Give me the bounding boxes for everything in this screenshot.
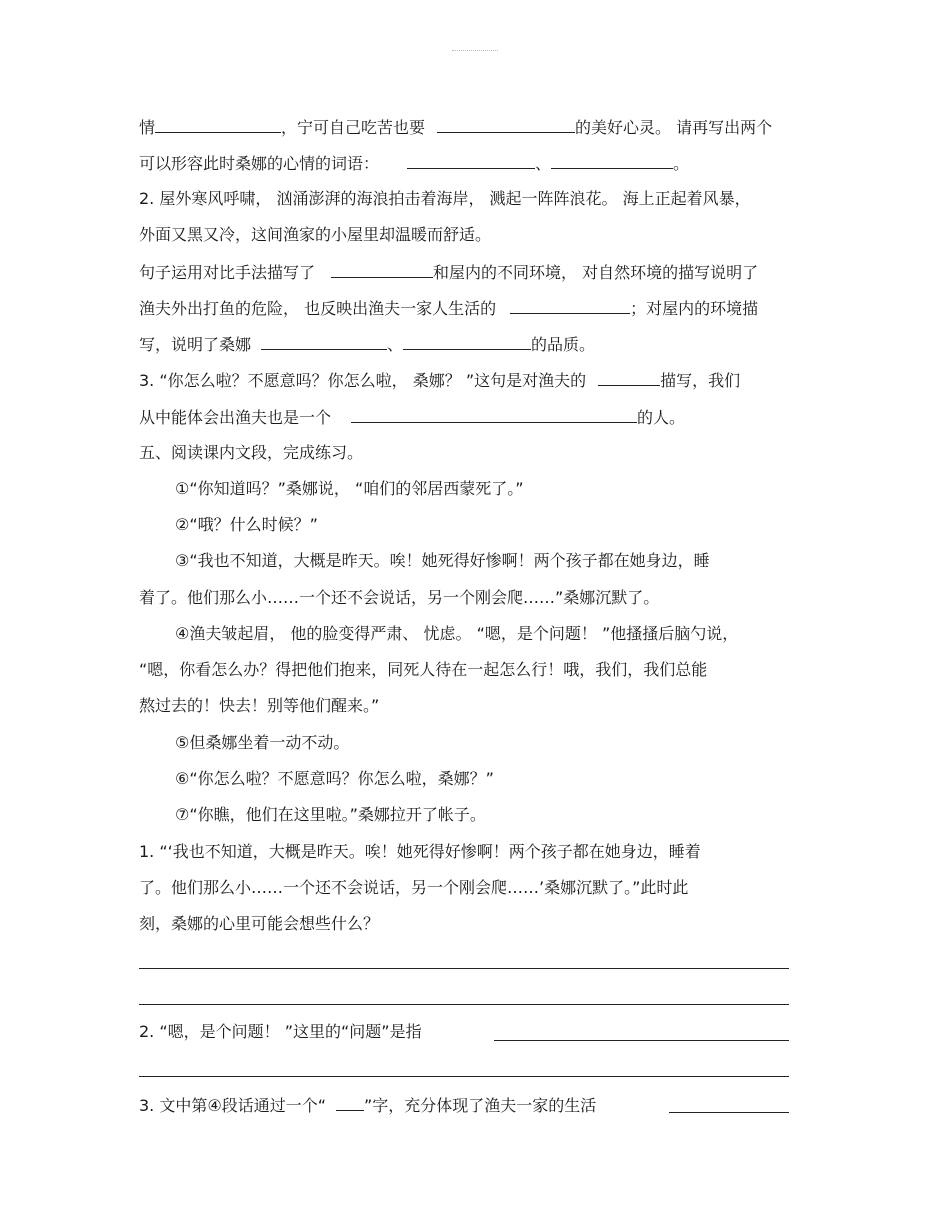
- header-mark: [452, 50, 498, 51]
- text: 从中能体会出渔夫也是一个: [139, 408, 332, 427]
- question-3: [139, 1094, 596, 1117]
- text: 、: [535, 154, 552, 173]
- answer-blank[interactable]: [261, 333, 387, 350]
- line-4: 外面又黑又冷，这间渔家的小屋里却温暖而舒适。: [139, 225, 492, 244]
- line-8: [139, 369, 740, 392]
- section-5-title: 五、阅读课内文段，完成练习。: [139, 443, 364, 462]
- text: 描写，我们: [660, 371, 741, 390]
- answer-line[interactable]: [494, 1040, 789, 1041]
- answer-blank[interactable]: [407, 152, 535, 169]
- text: 的人。: [637, 408, 686, 427]
- answer-line[interactable]: [139, 968, 789, 969]
- paragraph-1: ①“你知道吗？”桑娜说， “咱们的邻居西蒙死了。”: [175, 479, 524, 498]
- answer-blank[interactable]: [336, 1094, 364, 1111]
- text: 的品质。: [531, 335, 596, 354]
- paragraph-3: ③“我也不知道，大概是昨天。唉！她死得好惨啊！两个孩子都在她身边，睡: [175, 551, 710, 570]
- paragraph-4-cont: 熬过去的！快去！别等他们醒来。”: [139, 696, 380, 715]
- text: 和屋内的不同环境， 对自然环境的描写说明了: [433, 263, 759, 282]
- paragraph-3-cont: 着了。他们那么小……一个还不会说话，另一个刚会爬……”桑娜沉默了。: [139, 588, 660, 607]
- answer-line[interactable]: [669, 1112, 789, 1113]
- question-1-cont: 了。他们那么小……一个还不会说话，另一个刚会爬……’桑娜沉默了。”此时此: [139, 878, 689, 897]
- answer-line[interactable]: [139, 1004, 789, 1005]
- text: 的美好心灵。 请再写出两个: [575, 118, 773, 137]
- answer-blank[interactable]: [403, 333, 531, 350]
- paragraph-4: ④渔夫皱起眉， 他的脸变得严肃、 忧虑。 “嗯，是个问题！ ”他搔搔后脑勺说，: [175, 624, 739, 643]
- paragraph-7: ⑦“你瞧，他们在这里啦。”桑娜拉开了帐子。: [175, 805, 486, 824]
- question-1: 1. “‘我也不知道，大概是昨天。唉！她死得好惨啊！两个孩子都在她身边，睡着: [139, 842, 701, 861]
- text: 3. “你怎么啦？不愿意吗？你怎么啦， 桑娜？ ”这句是对渔夫的: [139, 371, 587, 390]
- answer-line[interactable]: [139, 1076, 789, 1077]
- text: 可以形容此时桑娜的心情的词语：: [139, 154, 380, 173]
- line-6: [139, 297, 758, 320]
- question-2: 2. “嗯，是个问题！ ”这里的“问题”是指: [139, 1022, 422, 1041]
- line-5: [139, 261, 758, 284]
- answer-blank[interactable]: [155, 116, 281, 133]
- line-2: [139, 152, 689, 175]
- paragraph-4-cont: “嗯，你看怎么办？得把他们抱来，同死人待在一起怎么行！哦，我们，我们总能: [139, 660, 708, 679]
- text: 3. 文中第④段话通过一个“: [139, 1096, 326, 1115]
- paragraph-2: ②“哦？什么时候？”: [175, 515, 318, 534]
- line-7: [139, 333, 595, 356]
- text: 情: [139, 118, 156, 137]
- line-3: 2. 屋外寒风呼啸， 汹涌澎湃的海浪拍击着海岸， 溅起一阵阵浪花。 海上正起着风暴，: [139, 189, 751, 208]
- text: ，宁可自己吃苦也要: [281, 118, 426, 137]
- text: 句子运用对比手法描写了: [139, 263, 316, 282]
- paragraph-5: ⑤但桑娜坐着一动不动。: [175, 733, 350, 752]
- answer-blank[interactable]: [331, 261, 433, 278]
- text: 渔夫外出打鱼的危险， 也反映出渔夫一家人生活的: [139, 299, 497, 318]
- answer-blank[interactable]: [351, 406, 637, 423]
- answer-blank[interactable]: [598, 369, 660, 386]
- question-1-cont: 刻，桑娜的心里可能会想些什么？: [139, 914, 380, 933]
- line-1: [139, 116, 772, 139]
- paragraph-6: ⑥“你怎么啦？不愿意吗？你怎么啦，桑娜？”: [175, 769, 494, 788]
- line-9: [139, 406, 685, 429]
- text: ；对屋内的环境描: [630, 299, 759, 318]
- text: ”字，充分体现了渔夫一家的生活: [364, 1096, 597, 1115]
- text: 写，说明了桑娜: [139, 335, 252, 354]
- text: 、: [387, 335, 404, 354]
- answer-blank[interactable]: [510, 297, 630, 314]
- answer-blank[interactable]: [437, 116, 575, 133]
- text: 。: [673, 154, 690, 173]
- answer-blank[interactable]: [551, 152, 673, 169]
